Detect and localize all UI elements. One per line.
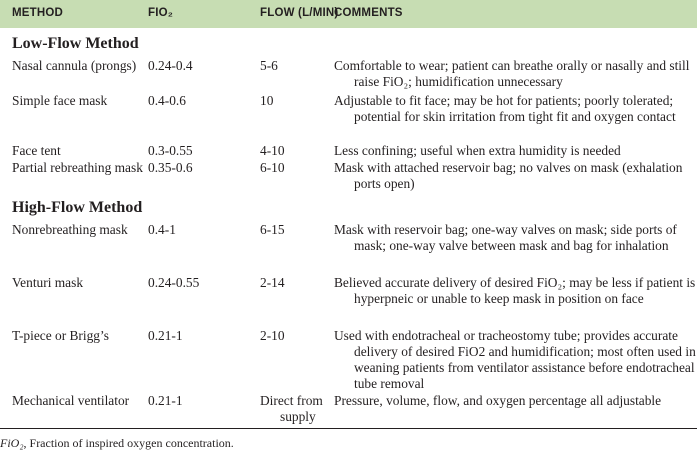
header-fio2: FIO₂: [148, 7, 174, 19]
cell-method: Simple face mask: [12, 93, 108, 108]
cell-flow: Direct from supply: [260, 393, 323, 424]
cell-fio2: 0.21-1: [148, 328, 183, 343]
cell-fio2: 0.4-1: [148, 222, 176, 237]
section-low-flow: Low-Flow Method: [12, 35, 139, 52]
cell-comments: Adjustable to fit face; may be hot for patients; poorly tolerated; potential for skin irritation from tight fit and oxygen contact: [334, 93, 676, 124]
cell-fio2: 0.24-0.55: [148, 275, 200, 290]
header-method: METHOD: [12, 7, 64, 19]
cell-flow: 2-14: [260, 275, 285, 290]
table-header: [0, 0, 697, 28]
cell-comments: Comfortable to wear; patient can breathe orally or nasally and still raise FiO₂; humidification unnecessary: [334, 58, 690, 89]
cell-method: Face tent: [12, 143, 61, 158]
cell-flow: 5-6: [260, 58, 278, 73]
cell-method: Mechanical ventilator: [12, 393, 130, 408]
cell-flow: 6-10: [260, 160, 285, 175]
footnote-text: , Fraction of inspired oxygen concentration.: [23, 436, 234, 450]
cell-fio2: 0.4-0.6: [148, 93, 186, 108]
cell-fio2: 0.35-0.6: [148, 160, 193, 175]
cell-method: Partial rebreathing mask: [12, 160, 143, 175]
cell-comments: Believed accurate delivery of desired FiO₂; may be less if patient is hyperpneic or unable to keep mask in position on face: [334, 275, 696, 306]
table-bottom-rule: [0, 428, 697, 429]
cell-method: Nonrebreathing mask: [12, 222, 128, 237]
cell-comments: Used with endotracheal or tracheostomy tube; provides accurate delivery of desired FiO2 and humidification; most often used in weaning patients from ventilator assistance before endotracheal tube removal: [334, 328, 696, 391]
cell-method: T-piece or Brigg’s: [12, 328, 109, 343]
cell-comments: Mask with reservoir bag; one-way valves on mask; side ports of mask; one-way valve between mask and bag for inhalation: [334, 222, 677, 253]
cell-flow: 4-10: [260, 143, 285, 158]
cell-flow: 6-15: [260, 222, 285, 237]
cell-comments: Mask with attached reservoir bag; no valves on mask (exhalation ports open): [334, 160, 683, 191]
cell-method: Venturi mask: [12, 275, 84, 290]
cell-fio2: 0.21-1: [148, 393, 183, 408]
footnote-abbreviation: FiO₂: [0, 436, 24, 450]
cell-flow: 2-10: [260, 328, 285, 343]
cell-fio2: 0.3-0.55: [148, 143, 193, 158]
header-comments: COMMENTS: [334, 7, 403, 19]
section-high-flow: High-Flow Method: [12, 199, 143, 216]
header-flow: FLOW (L/MIN): [260, 7, 339, 19]
cell-comments: Pressure, volume, flow, and oxygen percentage all adjustable: [334, 393, 662, 408]
cell-method: Nasal cannula (prongs): [12, 58, 137, 73]
cell-fio2: 0.24-0.4: [148, 58, 193, 73]
table-footnote: [0, 436, 234, 451]
cell-flow: 10: [260, 93, 274, 108]
cell-comments: Less confining; useful when extra humidity is needed: [334, 143, 621, 158]
